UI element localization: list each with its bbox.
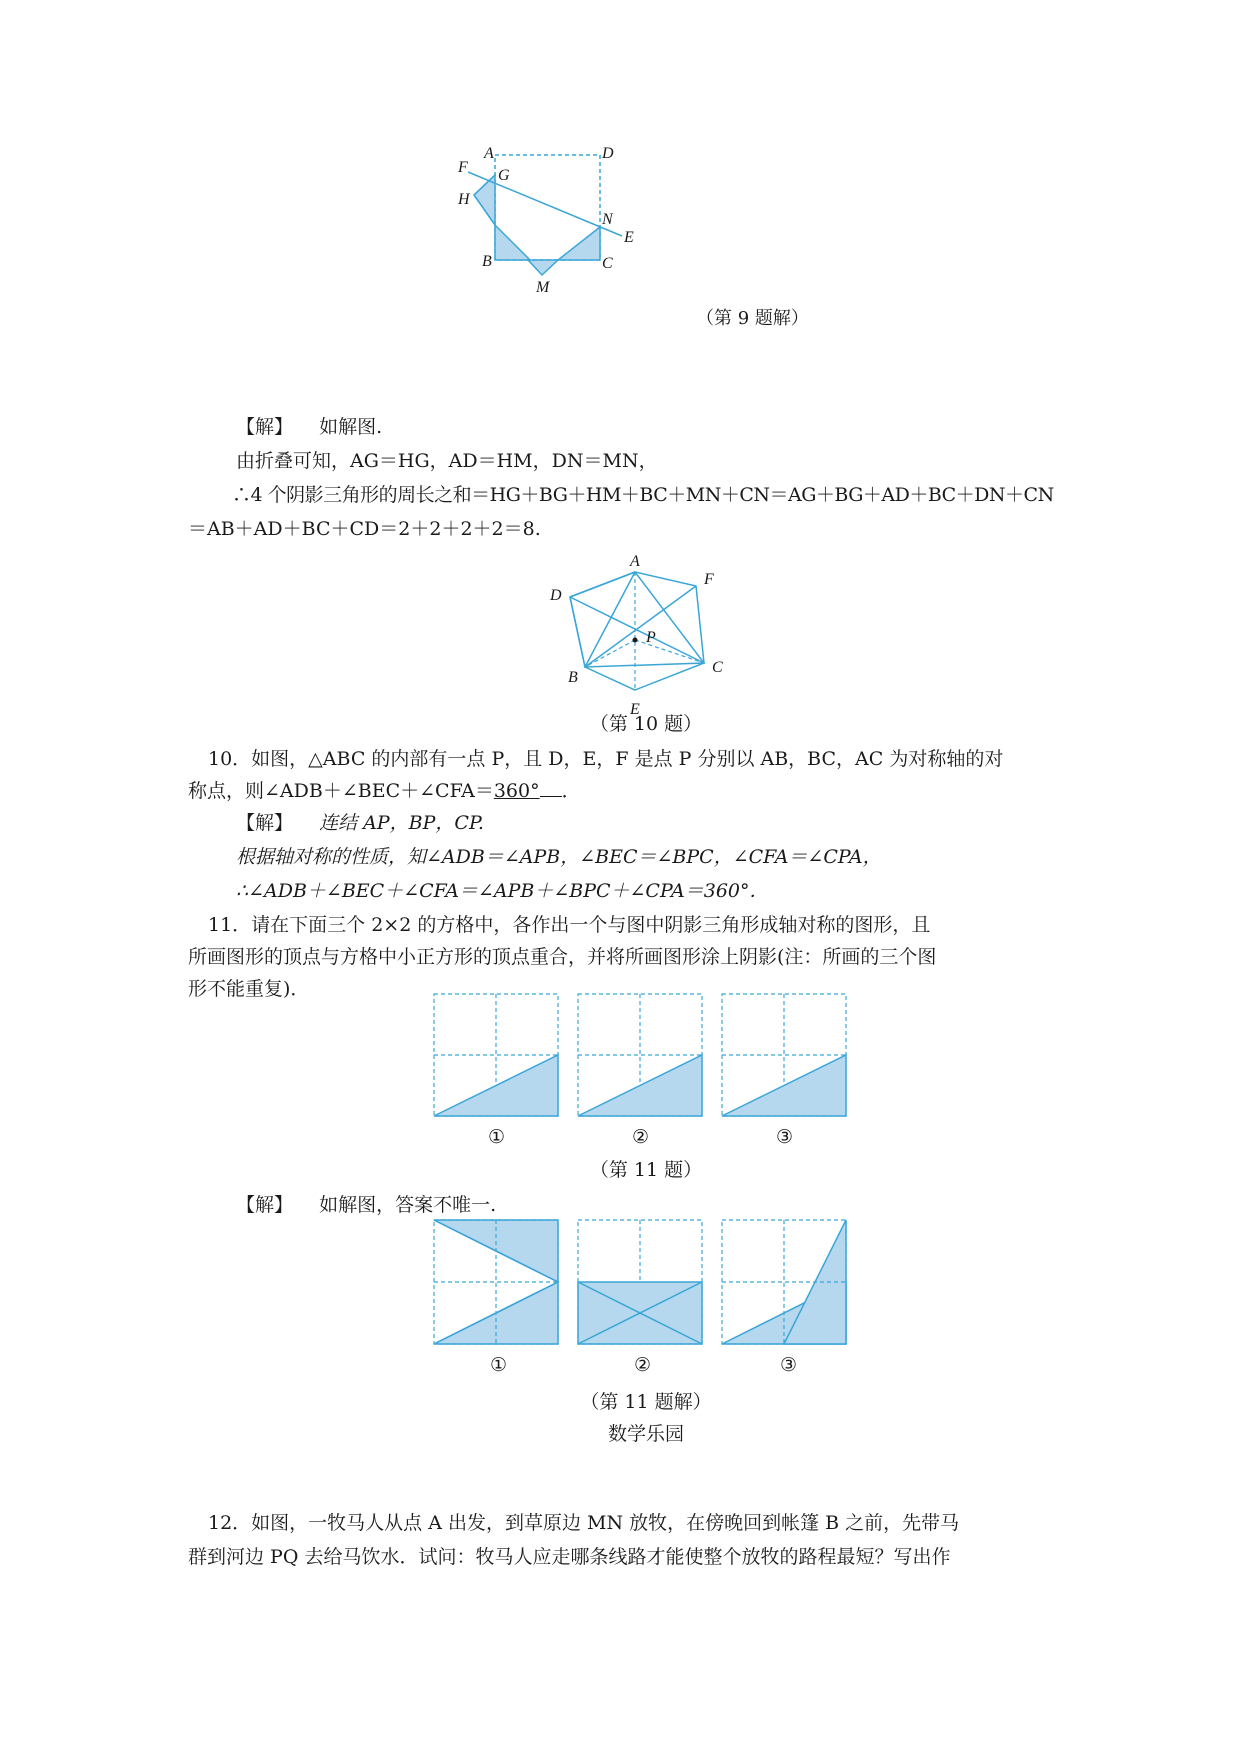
fig9-shaded-triangle-bottom	[528, 260, 558, 275]
figure-9-diagram	[440, 140, 660, 300]
question-10-line2: 称点，则∠ADB＋∠BEC＋∠CFA＝360° ．	[188, 780, 581, 802]
fig10-label-c: C	[712, 659, 723, 676]
solution-11-grids	[434, 1220, 844, 1344]
q11-grid-label-2: ②	[632, 1126, 650, 1148]
q11-grid-label-3: ③	[776, 1126, 794, 1148]
solution-9-line1: 由折叠可知，AG＝HG，AD＝HM，DN＝MN，	[236, 450, 658, 472]
solution-10-line2: ∴∠ADB＋∠BEC＋∠CFA＝∠APB＋∠BPC＋∠CPA＝360°．	[236, 880, 769, 902]
question-11-line3: 形不能重复)．	[188, 978, 310, 1000]
fig9-label-e: E	[624, 229, 634, 246]
solution-tag: 【解】	[236, 812, 294, 834]
solution-9-line3: ＝AB＋AD＋BC＋CD＝2＋2＋2＋2＝8.	[188, 518, 541, 540]
fig10-label-f: F	[704, 571, 714, 588]
question-10-line1: 10．如图，△ABC 的内部有一点 P，且 D，E，F 是点 P 分别以 AB，BC，AC 为对称轴的对	[208, 748, 1004, 770]
fig9-label-f: F	[458, 159, 468, 176]
fig10-label-p: P	[646, 629, 656, 646]
fig10-segment-db	[570, 597, 585, 667]
solution-11-intro: 【解】 如解图，答案不唯一.	[236, 1194, 497, 1216]
figure-9-caption: （第 9 题解）	[696, 308, 809, 329]
fig9-label-n: N	[602, 211, 613, 228]
figure-10-caption: （第 10 题）	[589, 713, 703, 735]
sol11-grid-1	[434, 1220, 558, 1344]
question-12-line1: 12．如图，一牧马人从点 A 出发，到草原边 MN 放牧，在傍晚回到帐篷 B 之前，先带马	[208, 1512, 960, 1534]
fig9-shaded-triangle-right	[558, 227, 600, 260]
fig10-point-p	[633, 638, 638, 643]
fig9-label-d: D	[602, 145, 614, 162]
figure-11-solution-caption: （第 11 题解）	[580, 1391, 712, 1413]
section-title: 数学乐园	[607, 1423, 684, 1445]
sol11-grid-label-3: ③	[780, 1354, 798, 1376]
question-11-line2: 所画图形的顶点与方格中小正方形的顶点重合，并将所画图形涂上阴影(注：所画的三个图	[188, 946, 937, 968]
q11-grid-3	[722, 994, 846, 1116]
q11-grid-2	[578, 994, 702, 1116]
solution-9-intro: 【解】 如解图.	[236, 416, 383, 438]
sol11-grid-2	[578, 1220, 702, 1344]
question-11-line1: 11．请在下面三个 2×2 的方格中，各作出一个与图中阴影三角形成轴对称的图形，且	[208, 914, 931, 936]
fig10-segment-bf	[585, 586, 696, 667]
fig9-shaded-triangle-bottom-left	[495, 225, 530, 260]
solution-tag: 【解】	[236, 416, 294, 438]
fig10-label-d: D	[550, 587, 562, 604]
fig10-label-b: B	[568, 669, 578, 686]
q11-grid-label-1: ①	[488, 1126, 506, 1148]
fig9-label-a: A	[484, 145, 494, 162]
fig9-label-b: B	[482, 253, 492, 270]
sol11-grid-label-2: ②	[634, 1354, 652, 1376]
fig10-triangle-abc	[585, 572, 704, 667]
question-12-line2: 群到河边 PQ 去给马饮水．试问：牧马人应走哪条线路才能使整个放牧的路程最短？写出作	[188, 1546, 951, 1568]
fig10-segment-dc	[570, 597, 704, 663]
question-11-grids	[434, 994, 844, 1116]
fig9-label-h: H	[458, 191, 470, 208]
fig10-label-a: A	[630, 553, 640, 570]
sol11-grid-3	[722, 1220, 846, 1344]
fig9-label-c: C	[602, 255, 613, 272]
fig9-label-g: G	[498, 167, 510, 184]
solution-10-line1: 根据轴对称的性质，知∠ADB＝∠APB，∠BEC＝∠BPC，∠CFA＝∠CPA，	[236, 846, 882, 868]
solution-10-intro: 【解】 连结 AP，BP，CP.	[236, 812, 484, 834]
figure-10-diagram	[550, 550, 750, 718]
figure-11-caption: （第 11 题）	[589, 1159, 703, 1181]
question-10-answer: 360°	[493, 780, 540, 802]
solution-9-line2: ∴4 个阴影三角形的周长之和＝HG＋BG＋HM＋BC＋MN＋CN＝AG＋BG＋AD＋BC＋DN＋CN	[232, 484, 1054, 506]
fig10-segment-da	[570, 572, 635, 597]
solution-tag: 【解】	[236, 1194, 294, 1216]
sol11-grid-label-1: ①	[490, 1354, 508, 1376]
q11-grid-1	[434, 994, 558, 1116]
fig10-label-e: E	[630, 701, 640, 718]
fig9-label-m: M	[536, 279, 550, 296]
